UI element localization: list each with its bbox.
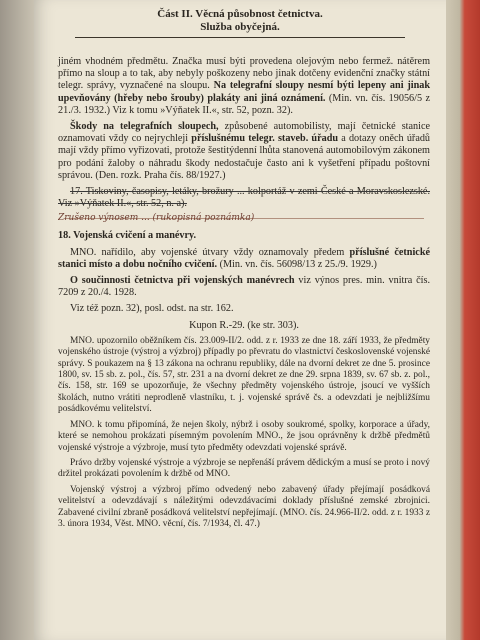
- bold-text: Škody na telegrafních sloupech,: [70, 121, 219, 133]
- paragraph-kupon-1: MNO. upozornilo oběžníkem čís. 23.009-II/2. odd. z r. 1933 ze dne 18. září 1933, že předměty vojenského ústroje (výstroj a výzbroj) případly po převratu do vlastnictví československé vojenské správy. S poukazem na § 13 zákona na ochranu republiky, dále na dvorní dekret ze dne 5. prosince 1800, sv. 15 sb. z. pol., čís. 57, str. 231 a na dvorní dekret ze dne 29. srpna 1839, sv. 67 sb. z. pol., čís. 158, str. 169 se upozorňuje, že všechny předměty vojenského ústroje, jsoucí ve vyšších školách, nutno vrátiti neprodleně vlastníku, t. j. vojenské správě čs. a odevzdati je nejbližšímu posádkovému velitelství.: [58, 335, 430, 415]
- paragraph-kupon-2: MNO. k tomu připomíná, že nejen školy, nýbrž i osoby soukromé, spolky, korporace a úřady, které se nemohou prokázati písemným povolením MNO., že jsou oprávněny k držbě předmětů vojenské výstroje a výzbroje, musí tyto předměty odevzdati vojenské správě.: [58, 419, 430, 453]
- handwritten-note: Zrušeno výnosem ... (rukopisná poznámka): [58, 212, 430, 226]
- page-header: [34, 8, 446, 38]
- header-rule: [75, 37, 405, 38]
- section-heading-manoeuvres: 18. Vojenská cvičení a manévry.: [58, 230, 197, 242]
- paragraph-telegraph-marking: [58, 56, 430, 117]
- paragraph-kupon-3: Právo držby vojenské výstroje a výzbroje se nepřenáší právem dědickým a musí se proto i nový držitel prokázati povolením k držbě od MNO.: [58, 457, 430, 480]
- paragraph-kupon-4: Vojenský výstroj a výzbroj přímo odvedený nebo zabavený úřady přejímají posádková velitelství a odevzdávají s náležitými odevzdávacími doklady příslušné zemské zbrojnici. Zabavené civilní zbraně posádková velitelství nepřejímají. (MNO. čís. 24.966-II/2. odd. z r. 1933 z 3. února 1934, Věst. MNO. věcní, čís. 7/1934, čl. 47.): [58, 484, 430, 529]
- page-edge: [446, 0, 480, 640]
- paragraph-manoeuvres: [58, 247, 430, 271]
- book-spine-shadow: [0, 0, 34, 640]
- text: jiném vhodném předmětu. Značka musí býti provedena olejovým nebo fermež. nátěrem přímo na sloup a to tak, aby nebyly poškozeny nebo jinak dotčeny evidenční značky státní telegr. správy, vyznačené na sloupu.: [58, 56, 430, 92]
- header-line-1: Část II. Věcná působnost četnictva.: [157, 8, 323, 20]
- text: a dotazy oněch úřadů mají vždy přímo vyřizovati, protože šestitýdenní lhůta stanovená automobilovým zákonem pro podání žaloby o náhradu škody nedostačuje často ani k vyšetření případu poštovní správou. (Den. rozk. Praha čís. 88/1927.): [58, 133, 431, 181]
- paragraph-telegraph-damage: [58, 121, 430, 182]
- bold-text: příslušné četnické stanici místo a dobu nočního cvičení.: [58, 246, 431, 270]
- text: způsobené automobilisty, mají četnické stanice oznamovati vždy co nejrychleji: [58, 121, 430, 145]
- paragraph-see-also: Viz též pozn. 32), posl. odst. na str. 162.: [70, 303, 234, 315]
- page-body: [58, 56, 430, 534]
- kupon-heading: Kupon R.-29. (ke str. 303).: [189, 319, 299, 331]
- text: viz výnos pres. min. vnitra čís. 7209 z 20./4. 1928.: [58, 275, 430, 299]
- paragraph-struck-prints: 17. Tiskoviny, časopisy, letáky, brožury ... kolportáž v zemi České a Moravskoslezské. Viz »Výňatek II.«, str. 52, n. a).: [58, 186, 430, 210]
- bold-text: příslušnému telegr. staveb. úřadu: [191, 133, 339, 145]
- paragraph-cooperation: [58, 275, 430, 299]
- text: (Min. vn. čís. 56098/13 z 25./9. 1929.): [219, 258, 377, 270]
- text: MNO. nařídilo, aby vojenské útvary vždy oznamovaly předem: [70, 246, 345, 258]
- bold-text: O součinnosti četnictva při vojenských manévrech: [70, 275, 295, 287]
- header-line-2: Služba obyčejná.: [200, 21, 280, 33]
- bold-text: Na telegrafní sloupy nesmí býti lepeny ani jinak upevňovány (hřeby nebo šrouby) plakáty ani jiná oznámení.: [58, 80, 430, 104]
- book-page: [34, 0, 446, 640]
- text: (Min. vn. čís. 19056/5 z 21./3. 1932.) Viz k tomu »Výňatek II.«, str. 52, pozn. 32).: [58, 92, 431, 116]
